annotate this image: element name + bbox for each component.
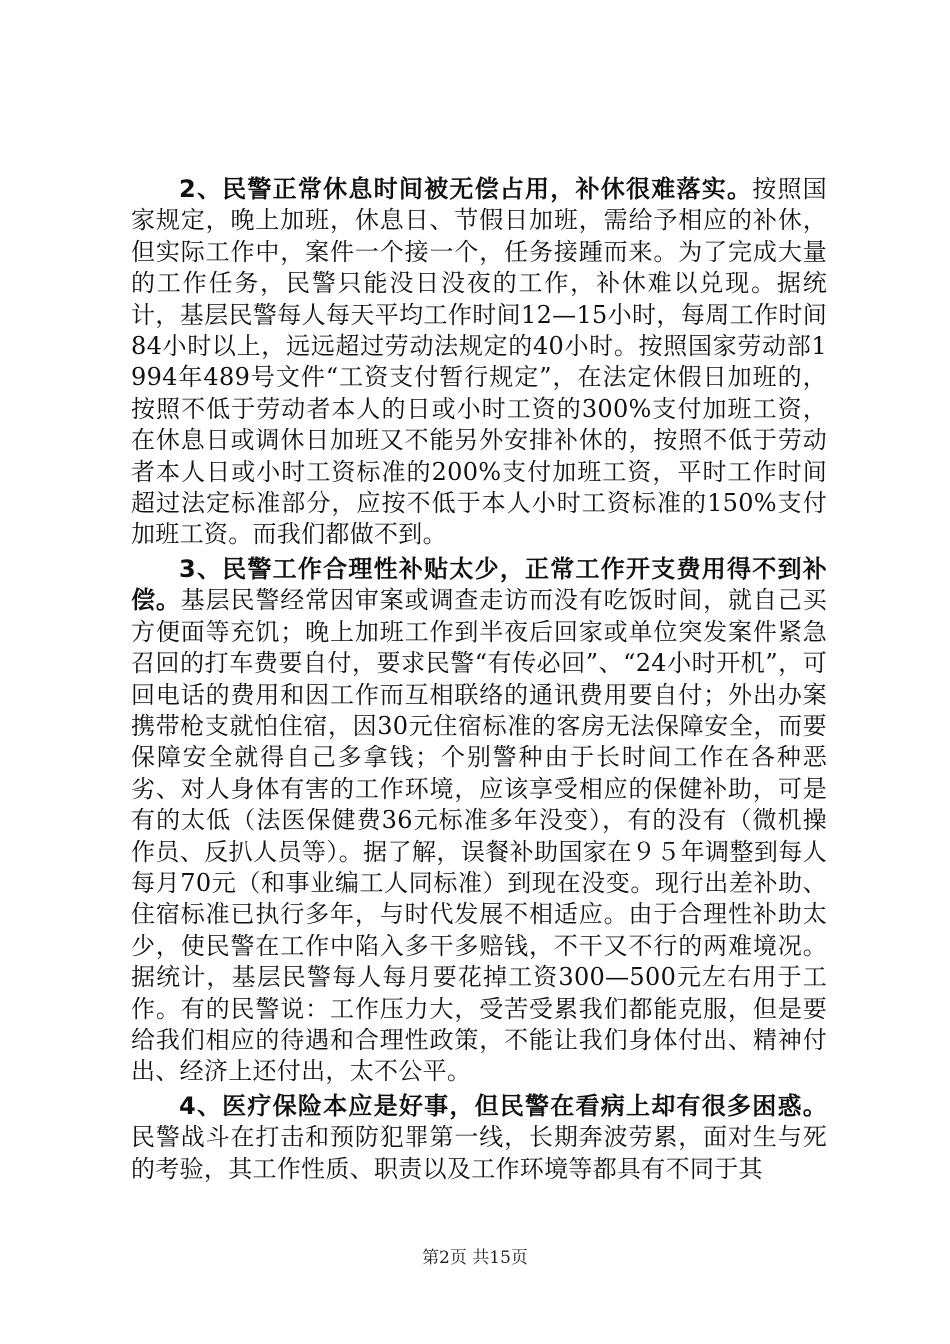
page-number-footer: 第2页 共15页 — [422, 1248, 528, 1268]
paragraph-heading: 4、医疗保险本应是好事，但民警在看病上却有很多困惑。 — [179, 1091, 827, 1120]
paragraph-text: 民警战斗在打击和预防犯罪第一线，长期奔波劳累，面对生与死的考验，其工作性质、职责以及工作环境等都具有不同于其 — [131, 1123, 827, 1183]
document-body — [131, 174, 827, 1185]
paragraph-medical — [131, 1091, 827, 1185]
paragraph-subsidy — [131, 554, 827, 1088]
paragraph-heading: 2、民警正常休息时间被无偿占用，补休很难落实。 — [179, 175, 753, 203]
paragraph-heading: 3、民警工作合理性补贴太少，正常工作开支费用得不到补偿。 — [131, 554, 827, 615]
paragraph-text: 基层民警经常因审案或调查走访而没有吃饭时间，就自己买方便面等充饥；晚上加班工作到半夜后回家或单位突发案件紧急召回的打车费要自付，要求民警“有传必回”、“24小时开机”，可回电话的费用和因工作而互相联络的通讯费用要自付；外出办案携带枪支就怕住宿，因30元住宿标准的客房无法保障安全，而要保障安全就得自己多拿钱；个别警种由于长时间工作在各种恶劣、对人身体有害的工作环境，应该享受相应的保健补助，可是有的太低（法医保健费36元标准多年没变），有的没有（微机操作员、反扒人员等）。据了解，误餐补助国家在９５年调整到每人每月70元（和事业编工人同标准）到现在没变。现行出差补助、住宿标准已执行多年，与时代发展不相适应。由于合理性补助太少，使民警在工作中陷入多干多赔钱，不干又不行的两难境况。据统计，基层民警每人每月要花掉工资300—500元左右用于工作。有的民警说：工作压力大，受苦受累我们都能克服，但是要给我们相应的待遇和合理性政策，不能让我们身体付出、精神付出、经济上还付出，太不公平。 — [131, 586, 827, 1086]
paragraph-text: 按照国家规定，晚上加班，休息日、节假日加班，需给予相应的补休，但实际工作中，案件一个接一个，任务接踵而来。为了完成大量的工作任务，民警只能没日没夜的工作，补休难以兑现。据统计，基层民警每人每天平均工作时间12—15小时，每周工作时间84小时以上，远远超过劳动法规定的40小时。按照国家劳动部1994年489号文件“工资支付暂行规定”，在法定休假日加班的，按照不低于劳动者本人的日或小时工资的300%支付加班工资，在休息日或调休日加班又不能另外安排补休的，按照不低于劳动者本人日或小时工资标准的200%支付加班工资，平时工作时间超过法定标准部分，应按不低于本人小时工资标准的150%支付加班工资。而我们都做不到。 — [131, 175, 827, 549]
paragraph-rest-time — [131, 174, 827, 551]
